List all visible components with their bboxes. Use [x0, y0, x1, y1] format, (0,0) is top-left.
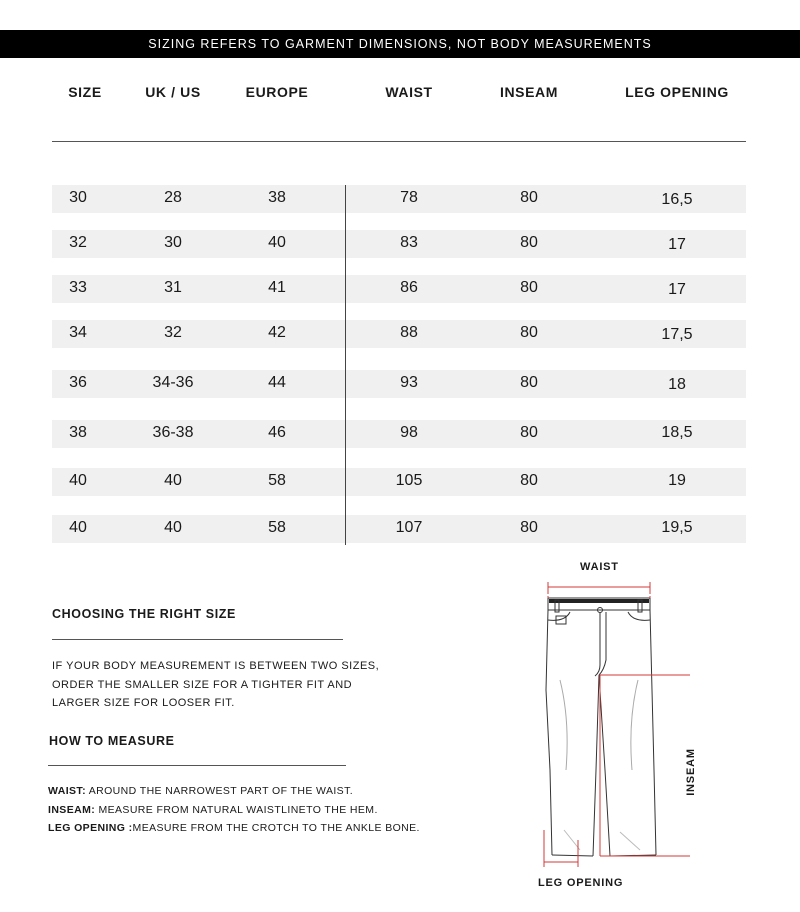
table-row — [52, 420, 746, 448]
cell-europe: 41 — [268, 279, 286, 296]
cell-inseam: 80 — [520, 519, 538, 536]
cell-europe: 58 — [268, 472, 286, 489]
table-row — [52, 320, 746, 348]
how-title: HOW TO MEASURE — [49, 734, 175, 748]
cell-leg-opening: 19 — [668, 472, 686, 489]
cell-inseam: 80 — [520, 374, 538, 391]
cell-inseam: 80 — [520, 472, 538, 489]
cell-europe: 38 — [268, 189, 286, 206]
cell-uk-us: 40 — [164, 519, 182, 536]
cell-waist: 83 — [400, 234, 418, 251]
header-leg-opening: LEG OPENING — [625, 84, 729, 100]
measure-label: INSEAM: — [48, 803, 96, 816]
choosing-line: LARGER SIZE FOR LOOSER FIT. — [52, 697, 235, 709]
cell-size: 38 — [69, 424, 87, 441]
cell-waist: 88 — [400, 324, 418, 341]
cell-size: 33 — [69, 279, 87, 296]
cell-uk-us: 36-38 — [152, 424, 194, 441]
cell-leg-opening: 18,5 — [661, 424, 693, 441]
cell-uk-us: 30 — [164, 234, 182, 251]
measure-text: MEASURE FROM THE CROTCH TO THE ANKLE BONE. — [132, 822, 420, 834]
header-europe: EUROPE — [245, 84, 309, 100]
cell-leg-opening: 17 — [668, 281, 686, 298]
cell-leg-opening: 17,5 — [661, 326, 693, 343]
measure-item-inseam — [48, 801, 420, 820]
how-divider — [48, 765, 346, 766]
cell-waist: 105 — [395, 472, 423, 489]
header-inseam: INSEAM — [499, 84, 559, 100]
cell-leg-opening: 18 — [668, 376, 686, 393]
cell-leg-opening: 17 — [668, 236, 686, 253]
cell-size: 36 — [69, 374, 87, 391]
cell-waist: 107 — [395, 519, 423, 536]
cell-uk-us: 40 — [164, 472, 182, 489]
cell-inseam: 80 — [520, 324, 538, 341]
cell-waist: 93 — [400, 374, 418, 391]
table-row — [52, 230, 746, 258]
cell-size: 40 — [69, 519, 87, 536]
header-uk-us: UK / US — [145, 84, 201, 100]
cell-inseam: 80 — [520, 189, 538, 206]
table-row — [52, 275, 746, 303]
cell-inseam: 80 — [520, 234, 538, 251]
measure-label: LEG OPENING : — [48, 822, 133, 834]
cell-uk-us: 31 — [164, 279, 182, 296]
header-size: SIZE — [68, 84, 102, 100]
cell-size: 40 — [69, 472, 87, 489]
cell-uk-us: 34-36 — [152, 374, 194, 391]
choosing-text — [52, 657, 379, 713]
measure-text: AROUND THE NARROWEST PART OF THE WAIST. — [85, 785, 354, 797]
header-divider — [52, 141, 746, 142]
cell-leg-opening: 16,5 — [661, 191, 693, 208]
cell-uk-us: 28 — [164, 189, 182, 206]
cell-waist: 98 — [400, 424, 418, 441]
cell-inseam: 80 — [520, 279, 538, 296]
cell-europe: 40 — [268, 234, 286, 251]
cell-size: 32 — [69, 234, 87, 251]
cell-leg-opening: 19,5 — [661, 519, 693, 536]
cell-europe: 44 — [268, 374, 286, 391]
diagram-leg-opening-label: LEG OPENING — [538, 877, 624, 889]
cell-waist: 86 — [400, 279, 418, 296]
sizing-banner: SIZING REFERS TO GARMENT DIMENSIONS, NOT BODY MEASUREMENTS — [0, 30, 800, 58]
cell-size: 30 — [69, 189, 87, 206]
table-column-divider — [345, 185, 346, 545]
choosing-title: CHOOSING THE RIGHT SIZE — [52, 607, 236, 621]
measure-text: MEASURE FROM NATURAL WAISTLINETO THE HEM. — [95, 803, 378, 816]
table-row — [52, 370, 746, 398]
table-row — [52, 185, 746, 213]
cell-europe: 46 — [268, 424, 286, 441]
cell-europe: 58 — [268, 519, 286, 536]
choosing-line: ORDER THE SMALLER SIZE FOR A TIGHTER FIT AND — [52, 678, 353, 691]
header-waist: WAIST — [385, 84, 433, 100]
diagram-inseam-label: INSEAM — [684, 748, 697, 796]
measure-item-waist — [48, 782, 420, 801]
cell-size: 34 — [69, 324, 87, 341]
cell-europe: 42 — [268, 324, 286, 341]
table-row — [52, 515, 746, 543]
measure-label: WAIST: — [48, 785, 86, 797]
jeans-diagram — [520, 570, 720, 870]
diagram-waist-label: WAIST — [580, 561, 619, 573]
measure-item-leg-opening — [48, 819, 420, 838]
choosing-line: IF YOUR BODY MEASUREMENT IS BETWEEN TWO SIZES, — [52, 660, 380, 672]
table-row — [52, 468, 746, 496]
choosing-divider — [52, 639, 343, 640]
cell-inseam: 80 — [520, 424, 538, 441]
how-items — [48, 782, 420, 838]
cell-waist: 78 — [400, 189, 418, 206]
cell-uk-us: 32 — [164, 324, 182, 341]
